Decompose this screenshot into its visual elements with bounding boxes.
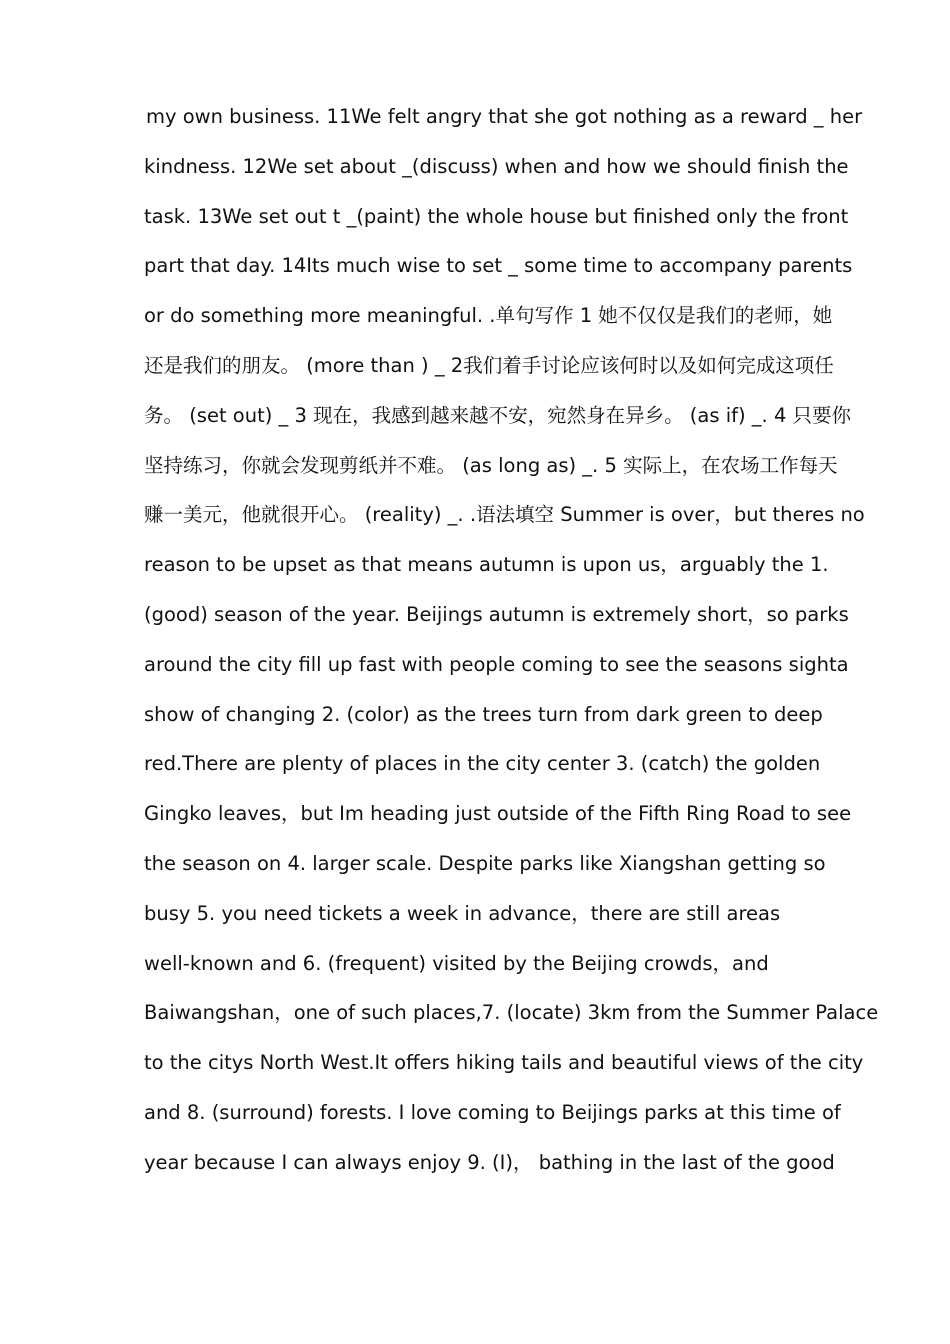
text-line: year because I can always enjoy 9. (I)， bathing in the last of the good: [144, 1150, 835, 1174]
text-line: reason to be upset as that means autumn is upon us，arguably the 1.: [144, 553, 829, 577]
text-line: around the city fill up fast with people coming to see the seasons sighta: [144, 652, 849, 676]
text-line: part that day. 14Its much wise to set _ some time to accompany parents: [144, 254, 853, 278]
text-line: kindness. 12We set about _(discuss) when and how we should finish the: [144, 154, 849, 178]
text-line: show of changing 2. (color) as the trees turn from dark green to deep: [144, 702, 823, 726]
text-line: 务。 (set out) _ 3 现在，我感到越来越不安，宛然身在异乡。 (as if) _. 4 只要你: [144, 403, 852, 427]
text-line: task. 13We set out t _(paint) the whole house but finished only the front: [144, 204, 849, 228]
text-line: 还是我们的朋友。 (more than ) _ 2我们着手讨论应该何时以及如何完成这项任: [144, 353, 834, 377]
text-line: Gingko leaves，but Im heading just outside of the Fifth Ring Road to see: [144, 802, 852, 826]
text-line: and 8. (surround) forests. I love coming to Beijings parks at this time of: [144, 1100, 841, 1124]
text-line: well-known and 6. (frequent) visited by the Beijing crowds，and: [144, 951, 769, 975]
document-body: [144, 92, 879, 1188]
text-line: to the citys North West.It offers hiking tails and beautiful views of the city: [144, 1051, 864, 1075]
text-line: 坚持练习，你就会发现剪纸并不难。 (as long as) _. 5 实际上，在农场工作每天: [144, 453, 838, 477]
text-line: my own business. 11We felt angry that she got nothing as a reward _ her: [146, 105, 863, 128]
text-line: red.There are plenty of places in the city center 3. (catch) the golden: [144, 752, 821, 776]
text-line: (good) season of the year. Beijings autumn is extremely short，so parks: [144, 602, 849, 626]
text-line: or do something more meaningful. .单句写作 1 她不仅仅是我们的老师，她: [144, 304, 833, 328]
text-line: the season on 4. larger scale. Despite parks like Xiangshan getting so: [144, 851, 826, 875]
text-line: 赚一美元，他就很开心。 (reality) _. .语法填空 Summer is over，but theres no: [144, 503, 865, 527]
text-line: Baiwangshan，one of such places,7. (locate) 3km from the Summer Palace: [144, 1001, 879, 1025]
text-line: busy 5. you need tickets a week in advance，there are still areas: [144, 901, 781, 925]
